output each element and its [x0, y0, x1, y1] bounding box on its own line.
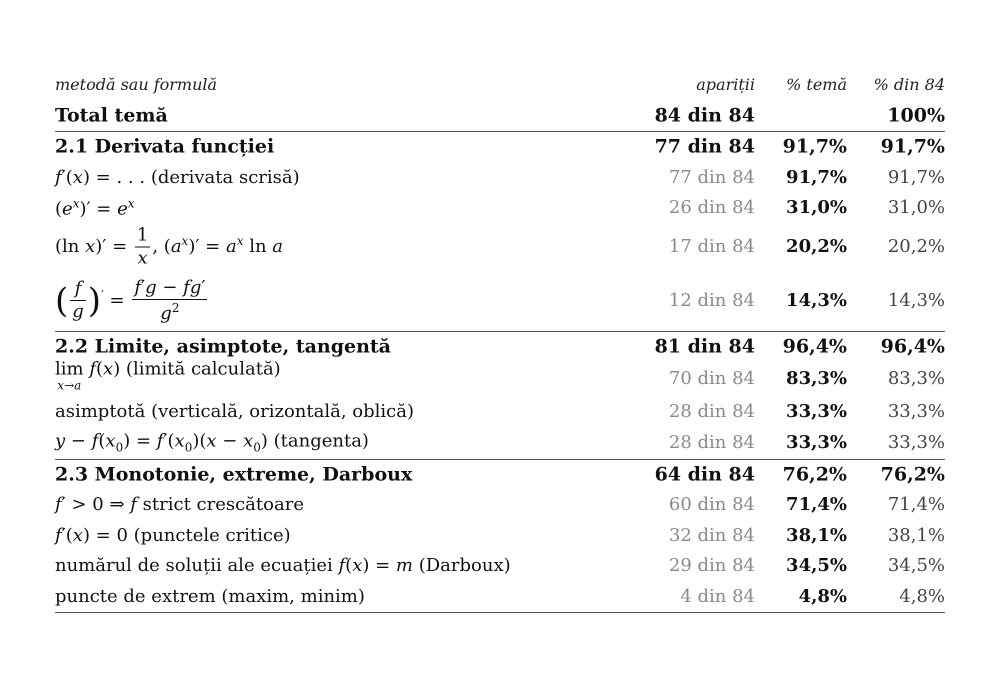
section-pct-total: 91,7%: [880, 135, 945, 158]
formula-exp: $(e^x)' = e^x$: [55, 196, 135, 220]
table-row: [55, 358, 945, 396]
formula-derivative: f′(x) = . . . (derivata scrisă): [55, 166, 300, 188]
table-row: [55, 163, 945, 194]
formula-monotone: f′ > 0 ⇒ f strict crescătoare: [55, 494, 304, 516]
item-pct-total: 33,3%: [887, 432, 945, 454]
section-row: [55, 460, 945, 491]
item-appearances: 17 din 84: [668, 236, 755, 257]
item-appearances: 28 din 84: [668, 401, 755, 422]
item-label: asimptotă (verticală, orizontală, oblică): [55, 401, 414, 422]
section-pct-total: 96,4%: [880, 335, 945, 358]
header-pct-theme: % temă: [786, 75, 847, 95]
table-row: [55, 582, 945, 614]
item-pct-total: 34,5%: [887, 555, 945, 577]
section-pct-total: 76,2%: [880, 463, 945, 486]
item-appearances: 32 din 84: [668, 524, 755, 546]
item-appearances: 70 din 84: [668, 368, 755, 389]
formula-critical: f′(x) = 0 (punctele critice): [55, 524, 291, 546]
item-pct-total: 33,3%: [887, 401, 945, 422]
item-pct-total: 38,1%: [887, 524, 945, 546]
section-pct-theme: 91,7%: [782, 135, 847, 158]
item-label: puncte de extrem (maxim, minim): [55, 585, 365, 607]
formula-quotient: ( $\frac{f}{g}$ )′ = $\frac{f'g - fg'}{g^2}$: [55, 276, 206, 324]
section-pct-theme: 76,2%: [782, 463, 847, 486]
table-header: [55, 70, 945, 101]
total-pct-total: 100%: [887, 104, 945, 127]
item-appearances: 26 din 84: [668, 197, 755, 219]
section-appearances: 81 din 84: [654, 335, 755, 358]
item-pct-theme: 4,8%: [798, 585, 847, 607]
section-label: 2.2 Limite, asimptote, tangentă: [55, 335, 391, 358]
item-pct-total: 20,2%: [887, 236, 945, 257]
item-pct-total: 31,0%: [887, 197, 945, 219]
section-label: 2.3 Monotonie, extreme, Darboux: [55, 463, 413, 486]
section-row: [55, 132, 945, 163]
section-label: 2.1 Derivata funcției: [55, 135, 275, 158]
item-pct-total: 71,4%: [887, 494, 945, 516]
header-method: metodă sau formulă: [55, 75, 218, 95]
table-row: [55, 551, 945, 582]
table-row: [55, 224, 945, 271]
section-appearances: 77 din 84: [654, 135, 755, 158]
section-appearances: 64 din 84: [654, 463, 755, 486]
item-appearances: 29 din 84: [668, 555, 755, 577]
section-row: [55, 332, 945, 363]
item-pct-total: 91,7%: [887, 166, 945, 188]
formula-ln-ax: (ln x)′ = $\frac{1}{x}$ , $(a^x)' = a^x$ ln a: [55, 224, 284, 269]
total-label: Total temă: [55, 104, 168, 127]
item-pct-theme: 31,0%: [786, 197, 847, 219]
header-pct-total: % din 84: [873, 75, 945, 95]
formula-tangent: $y - f(x_0) = f'(x_0)(x - x_0)$ (tangenta): [55, 430, 369, 455]
item-pct-theme: 38,1%: [786, 524, 847, 546]
item-pct-theme: 34,5%: [786, 555, 847, 577]
table-row: [55, 490, 945, 521]
item-pct-theme: 71,4%: [786, 494, 847, 516]
item-pct-total: 14,3%: [887, 289, 945, 311]
item-appearances: 12 din 84: [668, 289, 755, 311]
total-row: [55, 101, 945, 133]
table-row: [55, 271, 945, 332]
item-pct-total: 83,3%: [887, 368, 945, 389]
formula-darboux: numărul de soluții ale ecuației f(x) = m (Darboux): [55, 555, 511, 577]
table-row: [55, 396, 945, 428]
item-appearances: 77 din 84: [668, 166, 755, 188]
item-pct-total: 4,8%: [899, 585, 945, 607]
header-appearances: apariții: [696, 75, 755, 95]
item-pct-theme: 91,7%: [786, 166, 847, 188]
item-appearances: 28 din 84: [668, 432, 755, 454]
formula-limit: lim x→a f(x) (limită calculată): [55, 358, 281, 393]
section-pct-theme: 96,4%: [782, 335, 847, 358]
table-row: [55, 428, 945, 460]
item-pct-theme: 33,3%: [786, 432, 847, 454]
item-pct-theme: 20,2%: [786, 236, 847, 257]
stats-table: [55, 70, 945, 613]
item-appearances: 60 din 84: [668, 494, 755, 516]
item-pct-theme: 83,3%: [786, 368, 847, 389]
total-appearances: 84 din 84: [654, 104, 755, 127]
item-pct-theme: 14,3%: [786, 289, 847, 311]
table-row: [55, 193, 945, 224]
item-pct-theme: 33,3%: [786, 401, 847, 422]
table-row: [55, 521, 945, 552]
item-appearances: 4 din 84: [680, 585, 755, 607]
